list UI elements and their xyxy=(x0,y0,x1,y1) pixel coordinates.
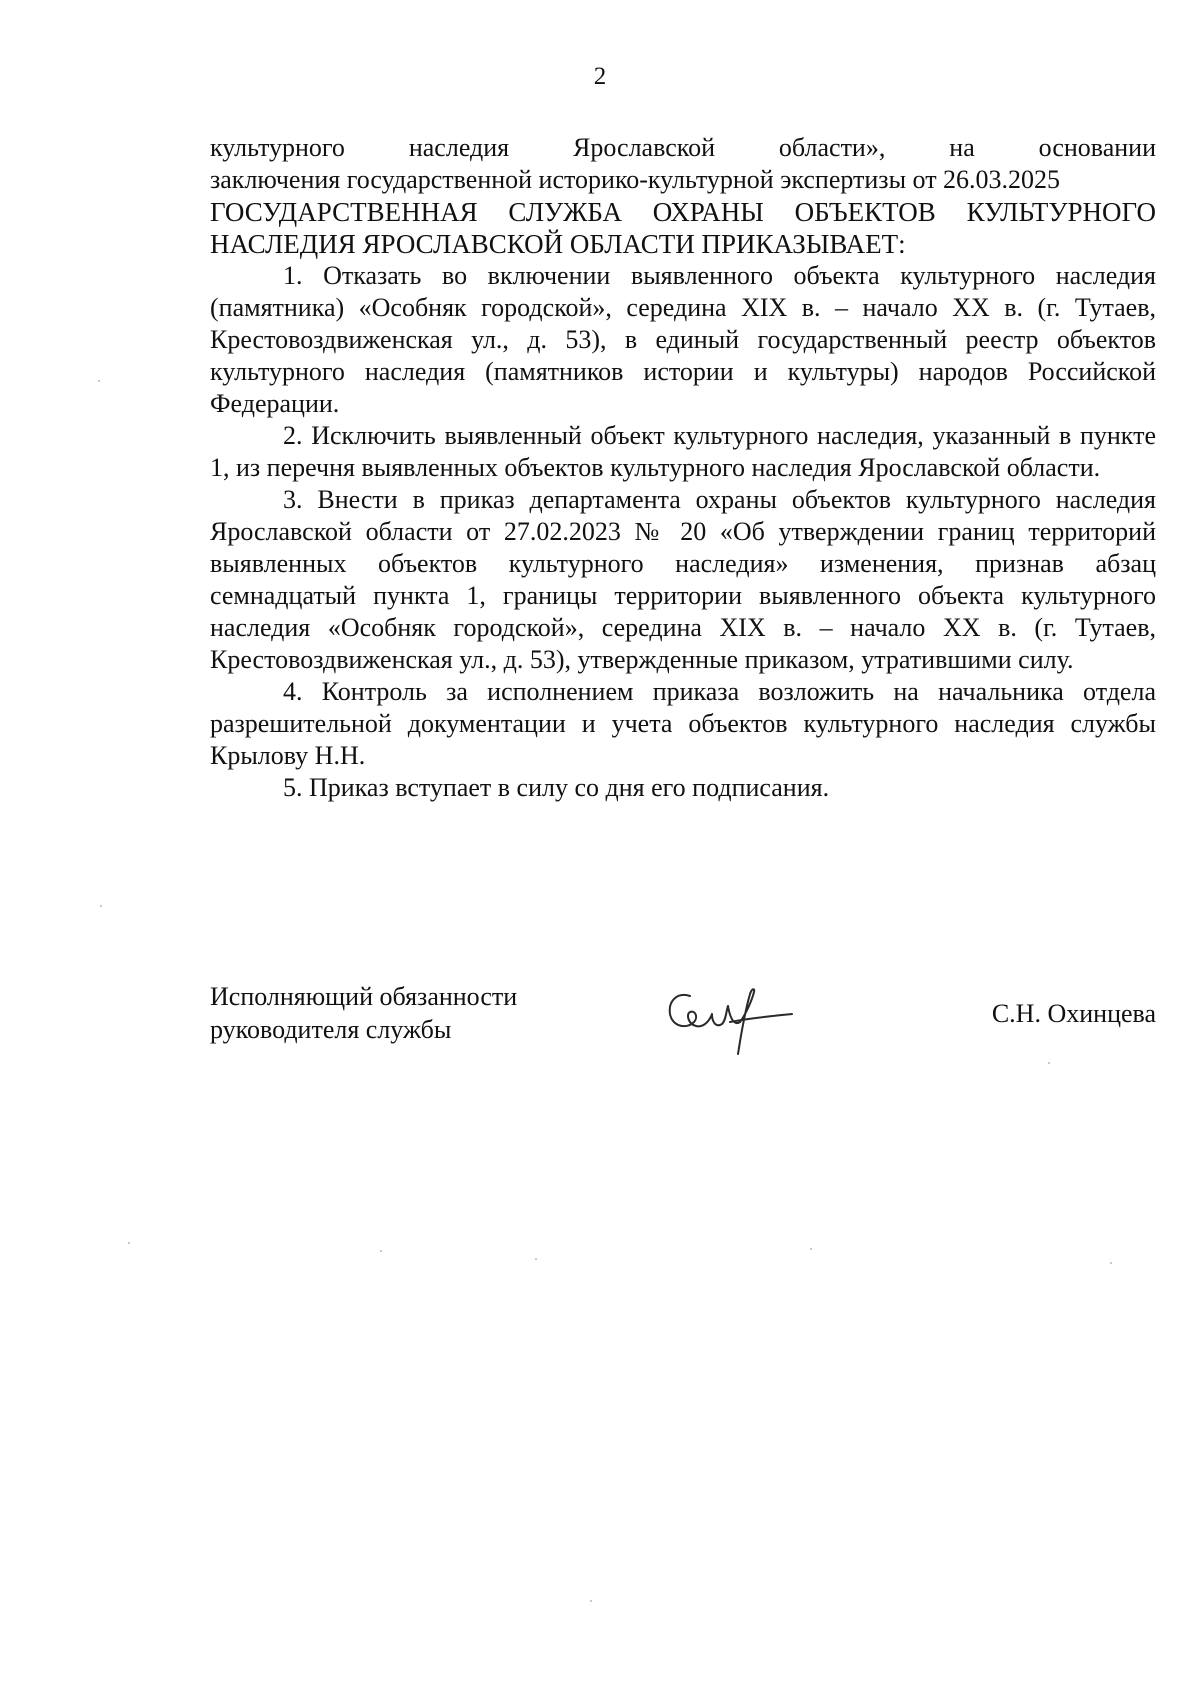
handwritten-signature xyxy=(660,978,800,1060)
scan-speck xyxy=(98,380,100,382)
scan-speck xyxy=(1110,1262,1112,1264)
signatory-position-line-1: Исполняющий обязанности xyxy=(210,982,518,1011)
scan-speck xyxy=(128,1242,130,1244)
order-heading: ГОСУДАРСТВЕННАЯ СЛУЖБА ОХРАНЫ ОБЪЕКТОВ КУЛЬТУРНОГО НАСЛЕДИЯ ЯРОСЛАВСКОЙ ОБЛАСТИ ПРИКАЗЫВАЕТ: xyxy=(210,197,1156,259)
intro-line-1: культурного наследия Ярославской области», на основании xyxy=(210,133,1156,162)
scan-speck xyxy=(810,1248,812,1250)
scan-speck xyxy=(590,1600,592,1602)
intro-line-2: заключения государственной историко-культурной экспертизы от 26.03.2025 xyxy=(210,165,1061,194)
order-item-4: 4. Контроль за исполнением приказа возложить на начальника отдела разрешительной документации и учета объектов культурного наследия службы Крылову Н.Н. xyxy=(210,677,1156,770)
scan-speck xyxy=(100,905,102,907)
signatory-name: С.Н. Охинцева xyxy=(991,999,1156,1028)
order-item-5: 5. Приказ вступает в силу со дня его подписания. xyxy=(283,773,830,802)
scan-speck xyxy=(535,1258,537,1260)
page-number: 2 xyxy=(593,63,607,90)
intro-continuation xyxy=(210,132,1156,196)
order-item-3: 3. Внести в приказ департамента охраны объектов культурного наследия Ярославской области от 27.02.2023 № 20 «Об утверждении границ территорий выявленных объектов культурного наследия» изменения, признав абзац семнадцатый пункта 1, границы территории выявленного объекта культурного наследия «Особняк городской», середина XIX в. – начало XX в. (г. Тутаев, Крестовоздвиженская ул., д. 53), утвержденные приказом, утратившими силу. xyxy=(210,485,1156,674)
order-item-2: 2. Исключить выявленный объект культурного наследия, указанный в пункте 1, из перечня выявленных объектов культурного наследия Ярославской области. xyxy=(210,421,1156,482)
document-body xyxy=(210,132,1156,804)
signature-block xyxy=(210,980,1156,1060)
signatory-position xyxy=(210,980,590,1046)
signatory-position-line-2: руководителя службы xyxy=(210,1015,452,1044)
scan-speck xyxy=(1048,1062,1050,1064)
scan-speck xyxy=(380,1250,382,1252)
order-item-1: 1. Отказать во включении выявленного объекта культурного наследия (памятника) «Особняк городской», середина XIX в. – начало XX в. (г. Тутаев, Крестовоздвиженская ул., д. 53), в единый государственный реестр объектов культурного наследия (памятников истории и культуры) народов Российской Федерации. xyxy=(210,261,1156,418)
